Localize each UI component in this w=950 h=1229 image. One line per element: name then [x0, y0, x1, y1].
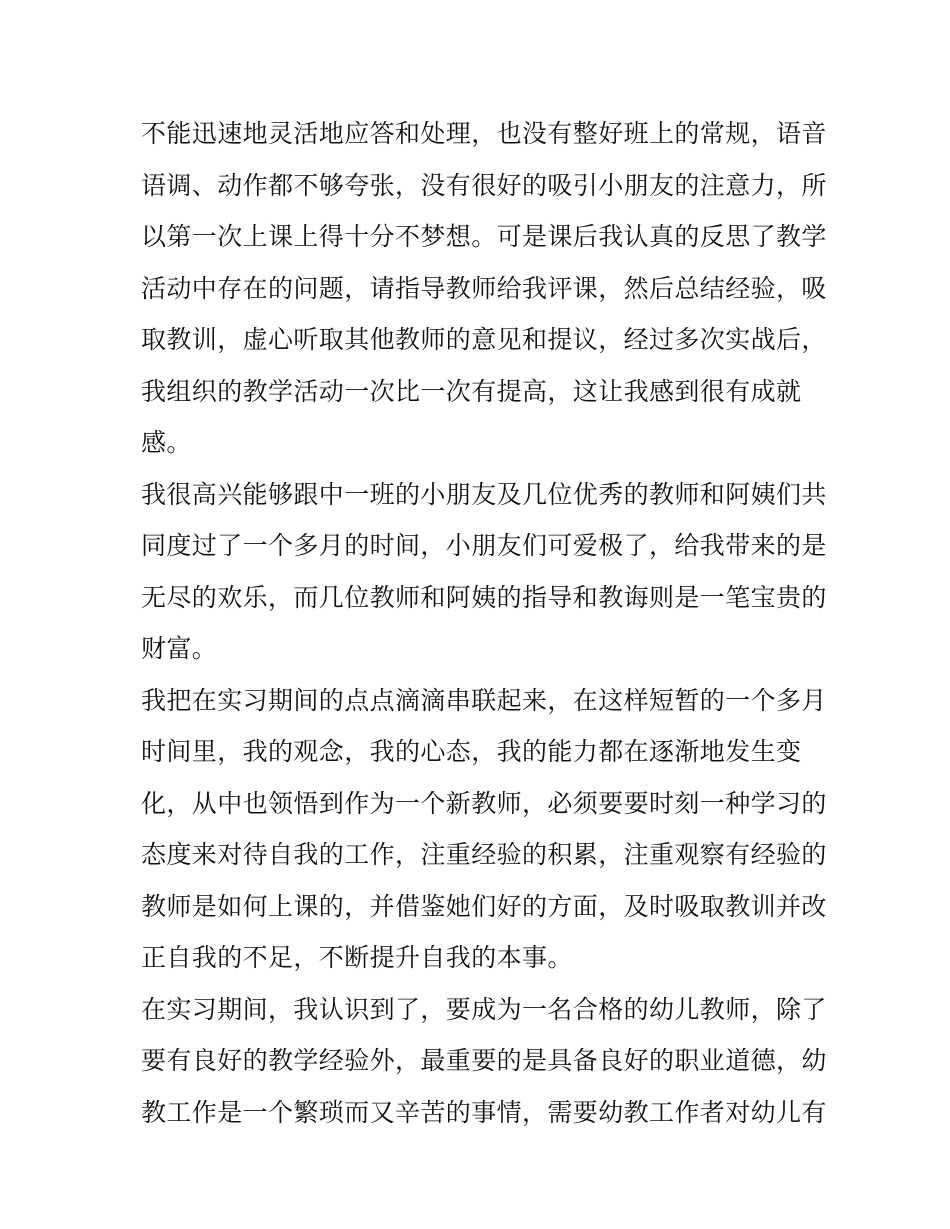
text-line: 教师是如何上课的，并借鉴她们好的方面，及时吸取教训并改: [141, 891, 827, 921]
text-line: 我很高兴能够跟中一班的小朋友及几位优秀的教师和阿姨们共: [141, 479, 827, 509]
text-line: 态度来对待自我的工作，注重经验的积累，注重观察有经验的: [141, 840, 827, 869]
text-line: 以第一次上课上得十分不梦想。可是课后我认真的反思了教学: [141, 222, 827, 251]
text-line: 语调、动作都不够夸张，没有很好的吸引小朋友的注意力，所: [141, 170, 827, 200]
text-line: 取教训，虚心听取其他教师的意见和提议，经过多次实战后，: [141, 325, 827, 354]
text-line: 正自我的不足，不断提升自我的本事。: [141, 943, 573, 972]
text-line: 不能迅速地灵活地应答和处理，也没有整好班上的常规，语音: [141, 119, 827, 148]
body-text: [141, 108, 827, 1138]
text-line: 我把在实习期间的点点滴滴串联起来，在这样短暂的一个多月: [141, 685, 827, 715]
text-line: 感。: [141, 428, 192, 457]
text-line: 活动中存在的问题，请指导教师给我评课，然后总结经验，吸: [141, 273, 827, 303]
text-line: 在实习期间，我认识到了，要成为一名合格的幼儿教师，除了: [141, 994, 827, 1024]
text-line: 无尽的欢乐，而几位教师和阿姨的指导和教诲则是一笔宝贵的: [141, 582, 827, 612]
text-line: 时间里，我的观念，我的心态，我的能力都在逐渐地发生变: [141, 737, 802, 766]
text-line: 同度过了一个多月的时间，小朋友们可爱极了，给我带来的是: [141, 531, 827, 560]
text-line: 要有良好的教学经验外，最重要的是具备良好的职业道德，幼: [141, 1046, 827, 1075]
text-line: 财富。: [141, 634, 218, 663]
text-line: 我组织的教学活动一次比一次有提高，这让我感到很有成就: [141, 376, 802, 406]
text-line: 教工作是一个繁琐而又辛苦的事情，需要幼教工作者对幼儿有: [141, 1097, 827, 1127]
text-line: 化，从中也领悟到作为一个新教师，必须要要时刻一种学习的: [141, 788, 827, 818]
